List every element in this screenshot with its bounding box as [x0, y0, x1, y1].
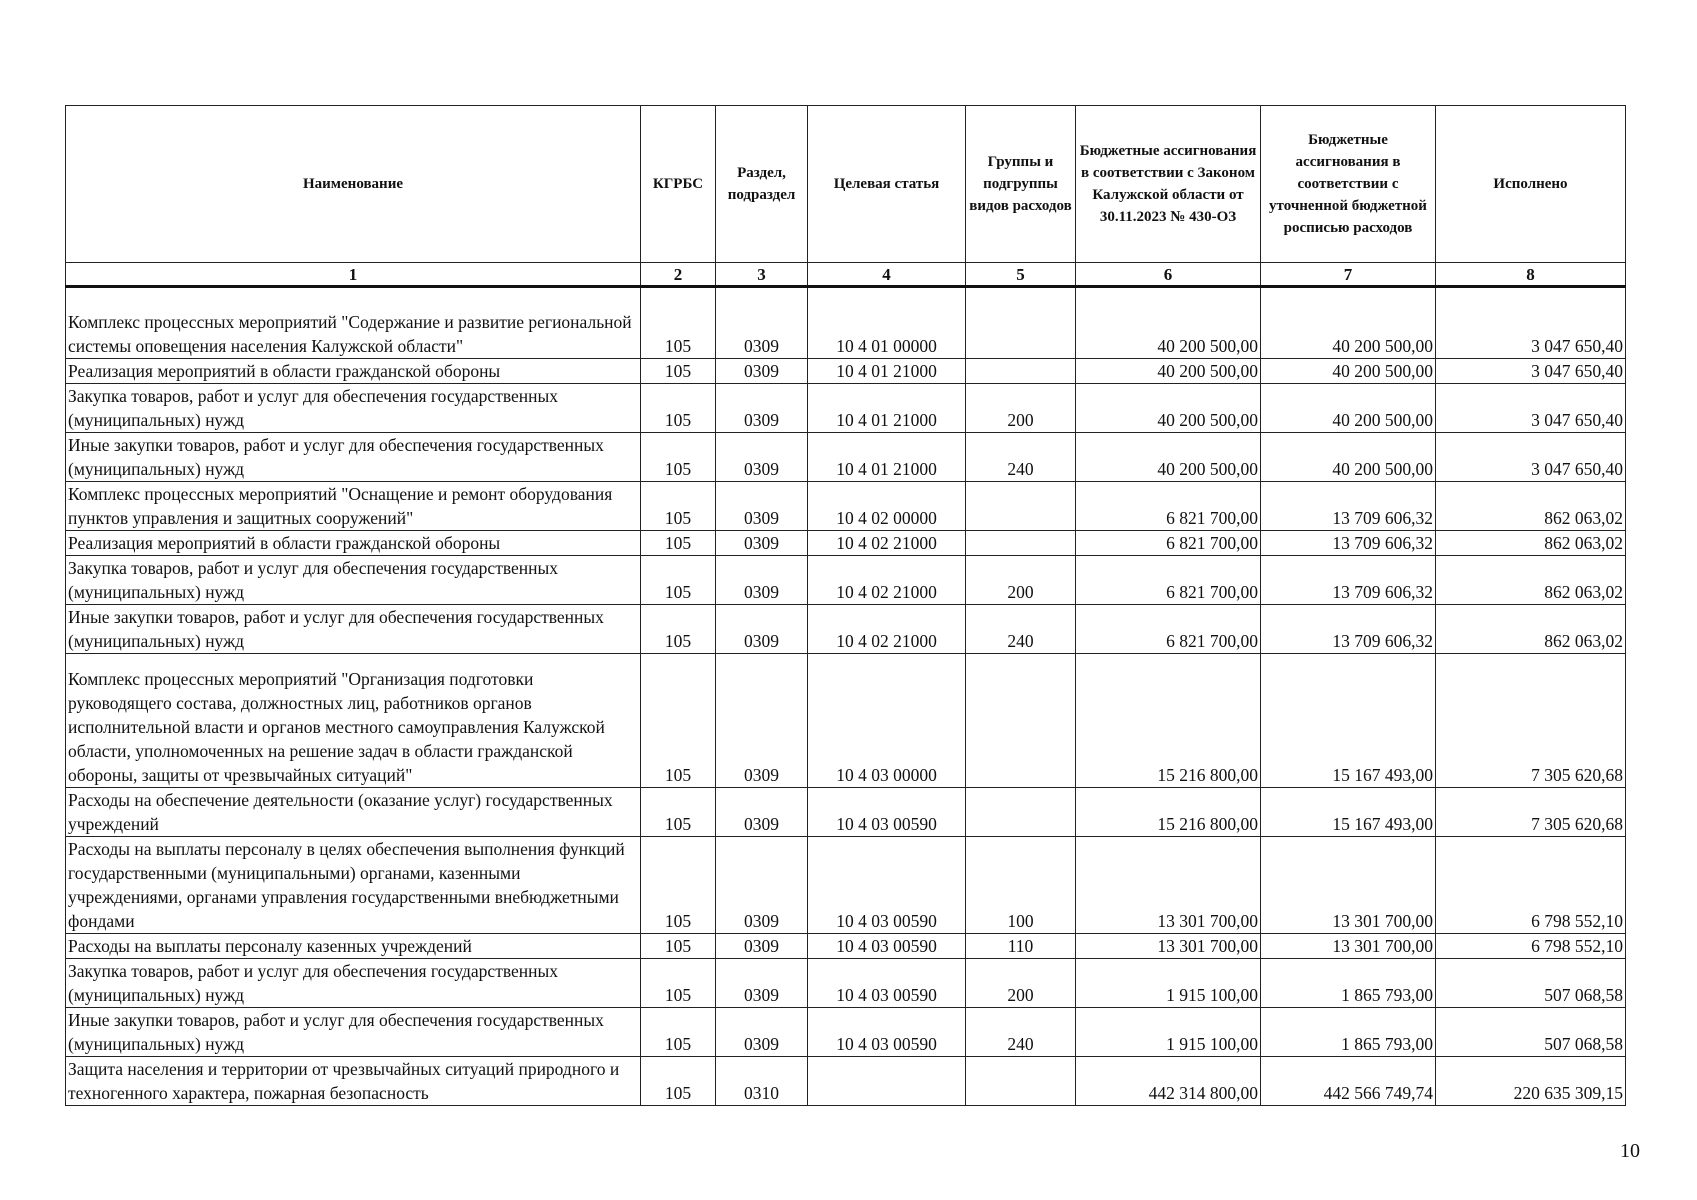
row-law-allocation: 6 821 700,00 — [1076, 605, 1261, 654]
header-refined-allocation: Бюджетные ассигнования в соответствии с уточненной бюджетной росписью расходов — [1261, 106, 1436, 263]
row-section: 0309 — [716, 837, 808, 934]
row-target: 10 4 02 00000 — [808, 482, 966, 531]
table-row — [66, 482, 1626, 531]
row-executed: 7 305 620,68 — [1436, 654, 1626, 788]
row-section: 0310 — [716, 1057, 808, 1106]
row-law-allocation: 6 821 700,00 — [1076, 482, 1261, 531]
row-section: 0309 — [716, 788, 808, 837]
row-group — [966, 654, 1076, 788]
row-kgrbs: 105 — [641, 433, 716, 482]
row-kgrbs: 105 — [641, 384, 716, 433]
row-group — [966, 482, 1076, 531]
row-executed: 6 798 552,10 — [1436, 837, 1626, 934]
row-target: 10 4 03 00590 — [808, 934, 966, 959]
row-section: 0309 — [716, 556, 808, 605]
row-refined-allocation: 40 200 500,00 — [1261, 359, 1436, 384]
table-row — [66, 287, 1626, 359]
row-target: 10 4 01 21000 — [808, 433, 966, 482]
row-target: 10 4 03 00000 — [808, 654, 966, 788]
row-law-allocation: 1 915 100,00 — [1076, 959, 1261, 1008]
row-target: 10 4 03 00590 — [808, 837, 966, 934]
row-section: 0309 — [716, 433, 808, 482]
table-row — [66, 1057, 1626, 1106]
row-executed: 6 798 552,10 — [1436, 934, 1626, 959]
row-target: 10 4 01 00000 — [808, 287, 966, 359]
header-law-allocation: Бюджетные ассигнования в соответствии с Законом Калужской области от 30.11.2023 № 430-ОЗ — [1076, 106, 1261, 263]
column-number: 7 — [1261, 263, 1436, 287]
row-group: 240 — [966, 1008, 1076, 1057]
row-executed: 220 635 309,15 — [1436, 1057, 1626, 1106]
row-refined-allocation: 1 865 793,00 — [1261, 1008, 1436, 1057]
row-executed: 3 047 650,40 — [1436, 359, 1626, 384]
row-name: Закупка товаров, работ и услуг для обеспечения государственных (муниципальных) нужд — [66, 556, 641, 605]
row-law-allocation: 15 216 800,00 — [1076, 788, 1261, 837]
row-kgrbs: 105 — [641, 837, 716, 934]
table-row — [66, 384, 1626, 433]
row-executed: 862 063,02 — [1436, 556, 1626, 605]
row-kgrbs: 105 — [641, 959, 716, 1008]
row-name: Расходы на обеспечение деятельности (оказание услуг) государственных учреждений — [66, 788, 641, 837]
row-refined-allocation: 13 709 606,32 — [1261, 556, 1436, 605]
row-law-allocation: 40 200 500,00 — [1076, 287, 1261, 359]
row-refined-allocation: 13 709 606,32 — [1261, 482, 1436, 531]
row-law-allocation: 13 301 700,00 — [1076, 837, 1261, 934]
row-group — [966, 788, 1076, 837]
column-number-row — [66, 263, 1626, 287]
row-target: 10 4 02 21000 — [808, 605, 966, 654]
header-name: Наименование — [66, 106, 641, 263]
column-number: 6 — [1076, 263, 1261, 287]
table-row — [66, 359, 1626, 384]
row-name: Реализация мероприятий в области гражданской обороны — [66, 359, 641, 384]
row-name: Комплекс процессных мероприятий "Оснащение и ремонт оборудования пунктов управления и защитных сооружений" — [66, 482, 641, 531]
budget-table — [65, 105, 1626, 1106]
row-refined-allocation: 13 301 700,00 — [1261, 934, 1436, 959]
row-name: Реализация мероприятий в области гражданской обороны — [66, 531, 641, 556]
row-refined-allocation: 13 709 606,32 — [1261, 605, 1436, 654]
row-section: 0309 — [716, 605, 808, 654]
row-refined-allocation: 13 709 606,32 — [1261, 531, 1436, 556]
row-kgrbs: 105 — [641, 605, 716, 654]
row-target: 10 4 02 21000 — [808, 556, 966, 605]
row-law-allocation: 1 915 100,00 — [1076, 1008, 1261, 1057]
row-target: 10 4 02 21000 — [808, 531, 966, 556]
row-law-allocation: 15 216 800,00 — [1076, 654, 1261, 788]
row-kgrbs: 105 — [641, 1008, 716, 1057]
row-section: 0309 — [716, 384, 808, 433]
row-name: Расходы на выплаты персоналу в целях обеспечения выполнения функций государственными (муниципальными) органами, казенными учреждениями, органами управления государственными внебюджетными фондами — [66, 837, 641, 934]
row-group: 110 — [966, 934, 1076, 959]
table-row — [66, 788, 1626, 837]
header-target: Целевая статья — [808, 106, 966, 263]
table-row — [66, 654, 1626, 788]
header-kgrbs: КГРБС — [641, 106, 716, 263]
row-section: 0309 — [716, 359, 808, 384]
header-executed: Исполнено — [1436, 106, 1626, 263]
row-target: 10 4 03 00590 — [808, 959, 966, 1008]
row-section: 0309 — [716, 482, 808, 531]
row-executed: 3 047 650,40 — [1436, 384, 1626, 433]
row-name: Иные закупки товаров, работ и услуг для обеспечения государственных (муниципальных) нужд — [66, 1008, 641, 1057]
row-executed: 862 063,02 — [1436, 482, 1626, 531]
table-body — [66, 287, 1626, 1106]
row-target — [808, 1057, 966, 1106]
row-group: 100 — [966, 837, 1076, 934]
table-row — [66, 531, 1626, 556]
row-section: 0309 — [716, 934, 808, 959]
row-name: Закупка товаров, работ и услуг для обеспечения государственных (муниципальных) нужд — [66, 384, 641, 433]
row-target: 10 4 03 00590 — [808, 788, 966, 837]
row-section: 0309 — [716, 959, 808, 1008]
row-law-allocation: 13 301 700,00 — [1076, 934, 1261, 959]
column-number: 4 — [808, 263, 966, 287]
row-refined-allocation: 40 200 500,00 — [1261, 433, 1436, 482]
row-group: 200 — [966, 384, 1076, 433]
row-section: 0309 — [716, 654, 808, 788]
table-row — [66, 605, 1626, 654]
row-group: 240 — [966, 605, 1076, 654]
row-law-allocation: 442 314 800,00 — [1076, 1057, 1261, 1106]
column-number: 2 — [641, 263, 716, 287]
table-row — [66, 1008, 1626, 1057]
column-number: 5 — [966, 263, 1076, 287]
table-row — [66, 837, 1626, 934]
table-row — [66, 934, 1626, 959]
row-name: Закупка товаров, работ и услуг для обеспечения государственных (муниципальных) нужд — [66, 959, 641, 1008]
row-executed: 862 063,02 — [1436, 531, 1626, 556]
row-name: Расходы на выплаты персоналу казенных учреждений — [66, 934, 641, 959]
row-group — [966, 287, 1076, 359]
row-kgrbs: 105 — [641, 287, 716, 359]
row-refined-allocation: 13 301 700,00 — [1261, 837, 1436, 934]
column-number: 3 — [716, 263, 808, 287]
row-law-allocation: 6 821 700,00 — [1076, 556, 1261, 605]
row-kgrbs: 105 — [641, 654, 716, 788]
row-refined-allocation: 40 200 500,00 — [1261, 287, 1436, 359]
row-law-allocation: 6 821 700,00 — [1076, 531, 1261, 556]
table-row — [66, 433, 1626, 482]
row-target: 10 4 01 21000 — [808, 384, 966, 433]
row-name: Иные закупки товаров, работ и услуг для обеспечения государственных (муниципальных) нужд — [66, 605, 641, 654]
row-section: 0309 — [716, 531, 808, 556]
row-kgrbs: 105 — [641, 788, 716, 837]
header-section: Раздел, подраздел — [716, 106, 808, 263]
row-section: 0309 — [716, 1008, 808, 1057]
row-kgrbs: 105 — [641, 531, 716, 556]
row-kgrbs: 105 — [641, 482, 716, 531]
row-refined-allocation: 15 167 493,00 — [1261, 654, 1436, 788]
column-number: 8 — [1436, 263, 1626, 287]
row-kgrbs: 105 — [641, 359, 716, 384]
row-target: 10 4 01 21000 — [808, 359, 966, 384]
page-number: 10 — [1620, 1140, 1640, 1162]
column-number: 1 — [66, 263, 641, 287]
row-group — [966, 531, 1076, 556]
row-group — [966, 1057, 1076, 1106]
header-row — [66, 106, 1626, 263]
row-group: 200 — [966, 556, 1076, 605]
row-name: Иные закупки товаров, работ и услуг для обеспечения государственных (муниципальных) нужд — [66, 433, 641, 482]
table-row — [66, 959, 1626, 1008]
row-law-allocation: 40 200 500,00 — [1076, 359, 1261, 384]
row-section: 0309 — [716, 287, 808, 359]
row-kgrbs: 105 — [641, 934, 716, 959]
row-kgrbs: 105 — [641, 1057, 716, 1106]
row-executed: 7 305 620,68 — [1436, 788, 1626, 837]
row-refined-allocation: 442 566 749,74 — [1261, 1057, 1436, 1106]
row-law-allocation: 40 200 500,00 — [1076, 433, 1261, 482]
row-name: Комплекс процессных мероприятий "Содержание и развитие региональной системы оповещения населения Калужской области" — [66, 287, 641, 359]
budget-table-sheet — [65, 105, 1625, 1106]
header-group: Группы и подгруппы видов расходов — [966, 106, 1076, 263]
row-group: 200 — [966, 959, 1076, 1008]
row-executed: 507 068,58 — [1436, 959, 1626, 1008]
row-name: Защита населения и территории от чрезвычайных ситуаций природного и техногенного характера, пожарная безопасность — [66, 1057, 641, 1106]
row-group — [966, 359, 1076, 384]
row-kgrbs: 105 — [641, 556, 716, 605]
row-refined-allocation: 15 167 493,00 — [1261, 788, 1436, 837]
row-law-allocation: 40 200 500,00 — [1076, 384, 1261, 433]
row-refined-allocation: 1 865 793,00 — [1261, 959, 1436, 1008]
row-executed: 3 047 650,40 — [1436, 433, 1626, 482]
row-executed: 507 068,58 — [1436, 1008, 1626, 1057]
row-group: 240 — [966, 433, 1076, 482]
row-name: Комплекс процессных мероприятий "Организация подготовки руководящего состава, должностных лиц, работников органов исполнительной власти и органов местного самоуправления Калужской области, уполномоченных на решение задач в области гражданской обороны, защиты от чрезвычайных ситуаций" — [66, 654, 641, 788]
table-row — [66, 556, 1626, 605]
row-target: 10 4 03 00590 — [808, 1008, 966, 1057]
row-executed: 862 063,02 — [1436, 605, 1626, 654]
row-executed: 3 047 650,40 — [1436, 287, 1626, 359]
row-refined-allocation: 40 200 500,00 — [1261, 384, 1436, 433]
